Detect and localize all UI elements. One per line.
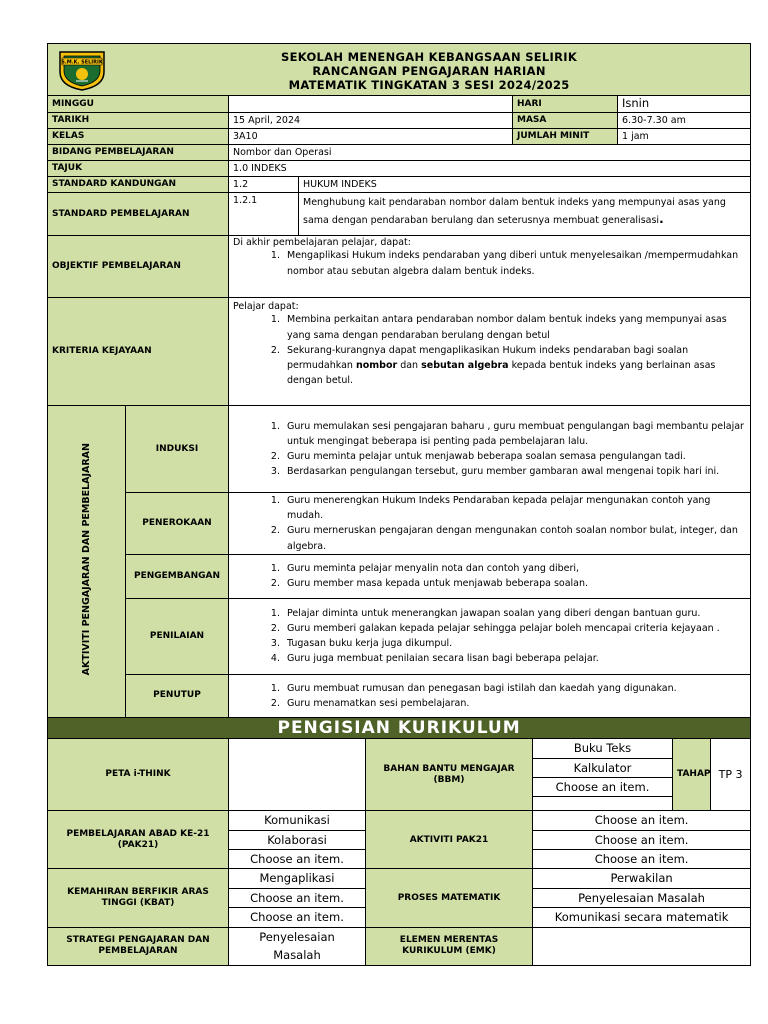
peta-label: PETA i-THINK (48, 739, 229, 811)
doc-title: RANCANGAN PENGAJARAN HARIAN (312, 63, 546, 78)
aktiviti-pak21-item-3[interactable]: Choose an item. (533, 850, 751, 869)
list-item: 1. Membina perkaitan antara pendaraban nombor dalam bentuk indeks yang mempunyai asas yang sama dengan pendaraban berulang dengan betul (283, 312, 746, 342)
pak21-item-2[interactable]: Kolaborasi (229, 830, 366, 849)
list-item: 2. Sekurang-kurangnya dapat mengaplikasikan Hukum indeks pendaraban bagi soalan permudahkan nombor dan sebutan algebra kepada bentuk indeks yang berlainan asas dengan betul. (283, 343, 746, 389)
list-item: 1. Guru memulakan sesi pengajaran baharu , guru membuat pengulangan bagi membantu pelajar untuk mengingat beberapa isi penting pada pembelajaran lalu. (283, 419, 746, 449)
sk-label: STANDARD KANDUNGAN (48, 177, 229, 193)
masa-value[interactable]: 6.30-7.30 am (618, 113, 751, 129)
penerokaan-list (233, 493, 746, 554)
minit-label: JUMLAH MINIT (513, 129, 618, 145)
sp-label: STANDARD PEMBELAJARAN (48, 193, 229, 236)
sk-code: 1.2 (229, 177, 299, 193)
proses-item-1[interactable]: Perwakilan (533, 869, 751, 888)
list-item: 2. Guru menamatkan sesi pembelajaran. (283, 696, 746, 711)
penilaian-list (233, 606, 746, 667)
list-item: 4. Guru juga membuat penilaian secara lisan bagi beberapa pelajar. (283, 651, 746, 666)
penutup-list (233, 681, 746, 711)
school-name: SEKOLAH MENENGAH KEBANGSAAN SELIRIK (281, 50, 578, 64)
list-item: 1. Mengaplikasi Hukum indeks pendaraban yang diberi untuk menyelesaikan /mempermudahkan nombor atau sebutan algebra dalam bentuk indeks. (283, 248, 746, 278)
aktiviti-label: AKTIVITI PENGAJARAN DAN PEMBELAJARAN (80, 443, 92, 676)
sp-code: 1.2.1 (229, 193, 299, 236)
kriteria-content[interactable] (229, 298, 751, 406)
hari-value[interactable]: Isnin (618, 96, 751, 113)
pengembangan-label: PENGEMBANGAN (126, 554, 229, 598)
bidang-value[interactable]: Nombor dan Operasi (229, 145, 751, 161)
objektif-label: OBJEKTIF PEMBELAJARAN (48, 236, 229, 298)
tahap-label: TAHAP (673, 739, 711, 811)
bbm-label: BAHAN BANTU MENGAJAR (BBM) (366, 739, 533, 811)
penutup-content[interactable] (229, 674, 751, 717)
tajuk-value[interactable]: 1.0 INDEKS (229, 161, 751, 177)
kelas-value[interactable]: 3A10 (229, 129, 513, 145)
induksi-label: INDUKSI (126, 406, 229, 493)
list-item: 1. Guru meminta pelajar menyalin nota dan contoh yang diberi, (283, 561, 746, 576)
list-item: 2. Guru member masa kepada untuk menjawab beberapa soalan. (283, 576, 746, 591)
kriteria-list (233, 312, 746, 388)
strategi-value[interactable]: Penyelesaian Masalah (229, 927, 366, 965)
aktiviti-pak21-item-2[interactable]: Choose an item. (533, 830, 751, 849)
pengembangan-content[interactable] (229, 554, 751, 598)
list-item: 1. Guru menerengkan Hukum Indeks Pendaraban kepada pelajar mengunakan contoh yang mudah. (283, 493, 746, 523)
kriteria-intro: Pelajar dapat: (233, 301, 299, 312)
subject-title: MATEMATIK TINGKATAN 3 SESI 2024/2025 (288, 77, 570, 92)
kurikulum-title: PENGISIAN KURIKULUM (48, 717, 751, 738)
tarikh-value[interactable]: 15 April, 2024 (229, 113, 513, 129)
penerokaan-content[interactable] (229, 493, 751, 555)
list-item: 3. Tugasan buku kerja juga dikumpul. (283, 636, 746, 651)
list-item: 2. Guru merneruskan pengajaran dengan mengunakan contoh soalan nombor bulat, integer, dan algebra. (283, 523, 746, 553)
svg-text:S.M.K. SELIRIK: S.M.K. SELIRIK (61, 59, 103, 66)
list-item: 1. Guru membuat rumusan dan penegasan bagi istilah dan kaedah yang digunakan. (283, 681, 746, 696)
sp-text: Menghubung kait pendaraban nombor dalam bentuk indeks yang mempunyai asas yang sama dengan pendaraban berulang dan seterusnya membuat generalisasi (303, 197, 726, 227)
list-item: 2. Guru memberi galakan kepada pelajar sehingga pelajar boleh mencapai criteria kejayaan . (283, 621, 746, 636)
kelas-label: KELAS (48, 129, 229, 145)
kriteria-label: KRITERIA KEJAYAAN (48, 298, 229, 406)
penilaian-content[interactable] (229, 598, 751, 674)
emk-value[interactable] (533, 927, 751, 965)
bbm-item-4[interactable] (533, 797, 673, 811)
aktiviti-pak21-item-1[interactable]: Choose an item. (533, 811, 751, 830)
peta-value[interactable] (229, 739, 366, 811)
objektif-content[interactable] (229, 236, 751, 298)
induksi-list (233, 419, 746, 480)
penilaian-label: PENILAIAN (126, 598, 229, 674)
bbm-item-2[interactable]: Kalkulator (533, 758, 673, 777)
emk-label: ELEMEN MERENTAS KURIKULUM (EMK) (366, 927, 533, 965)
penerokaan-label: PENEROKAAN (126, 493, 229, 555)
minit-value[interactable]: 1 jam (618, 129, 751, 145)
hari-label: HARI (513, 96, 618, 113)
bidang-label: BIDANG PEMBELAJARAN (48, 145, 229, 161)
bbm-item-3[interactable]: Choose an item. (533, 777, 673, 796)
bbm-item-1[interactable]: Buku Teks (533, 739, 673, 758)
masa-label: MASA (513, 113, 618, 129)
proses-item-2[interactable]: Penyelesaian Masalah (533, 888, 751, 907)
list-item: 2. Guru meminta pelajar untuk menjawab beberapa soalan semasa pengulangan tadi. (283, 449, 746, 464)
pak21-item-1[interactable]: Komunikasi (229, 811, 366, 830)
proses-item-3[interactable]: Komunikasi secara matematik (533, 908, 751, 927)
pak21-label: PEMBELAJARAN ABAD KE-21 (PAK21) (48, 811, 229, 869)
minggu-label: MINGGU (48, 96, 229, 113)
kbat-item-2[interactable]: Choose an item. (229, 888, 366, 907)
tarikh-label: TARIKH (48, 113, 229, 129)
kbat-label: KEMAHIRAN BERFIKIR ARAS TINGGI (KBAT) (48, 869, 229, 927)
penutup-label: PENUTUP (126, 674, 229, 717)
aktiviti-pak21-label: AKTIVITI PAK21 (366, 811, 533, 869)
sp-text-cell[interactable]: Menghubung kait pendaraban nombor dalam bentuk indeks yang mempunyai asas yang sama dengan pendaraban berulang dan seterusnya membuat generalisasi. (299, 193, 751, 236)
strategi-label: STRATEGI PENGAJARAN DAN PEMBELAJARAN (48, 927, 229, 965)
tajuk-label: TAJUK (48, 161, 229, 177)
induksi-content[interactable] (229, 406, 751, 493)
proses-label: PROSES MATEMATIK (366, 869, 533, 927)
header (48, 44, 751, 96)
rph-table (47, 43, 751, 966)
school-logo (56, 48, 108, 92)
objektif-intro: Di akhir pembelajaran pelajar, dapat: (233, 237, 411, 248)
minggu-value[interactable] (229, 96, 513, 113)
sk-text[interactable]: HUKUM INDEKS (299, 177, 751, 193)
list-item: 3. Berdasarkan pengulangan tersebut, guru member gambaran awal mengenai topik hari ini. (283, 464, 746, 479)
kbat-item-3[interactable]: Choose an item. (229, 908, 366, 927)
pengembangan-list (233, 561, 746, 591)
objektif-list (233, 248, 746, 278)
list-item: 1. Pelajar diminta untuk menerangkan jawapan soalan yang diberi dengan bantuan guru. (283, 606, 746, 621)
aktiviti-label-cell (48, 406, 126, 718)
pak21-item-3[interactable]: Choose an item. (229, 850, 366, 869)
kbat-item-1[interactable]: Mengaplikasi (229, 869, 366, 888)
tahap-value[interactable]: TP 3 (711, 739, 751, 811)
